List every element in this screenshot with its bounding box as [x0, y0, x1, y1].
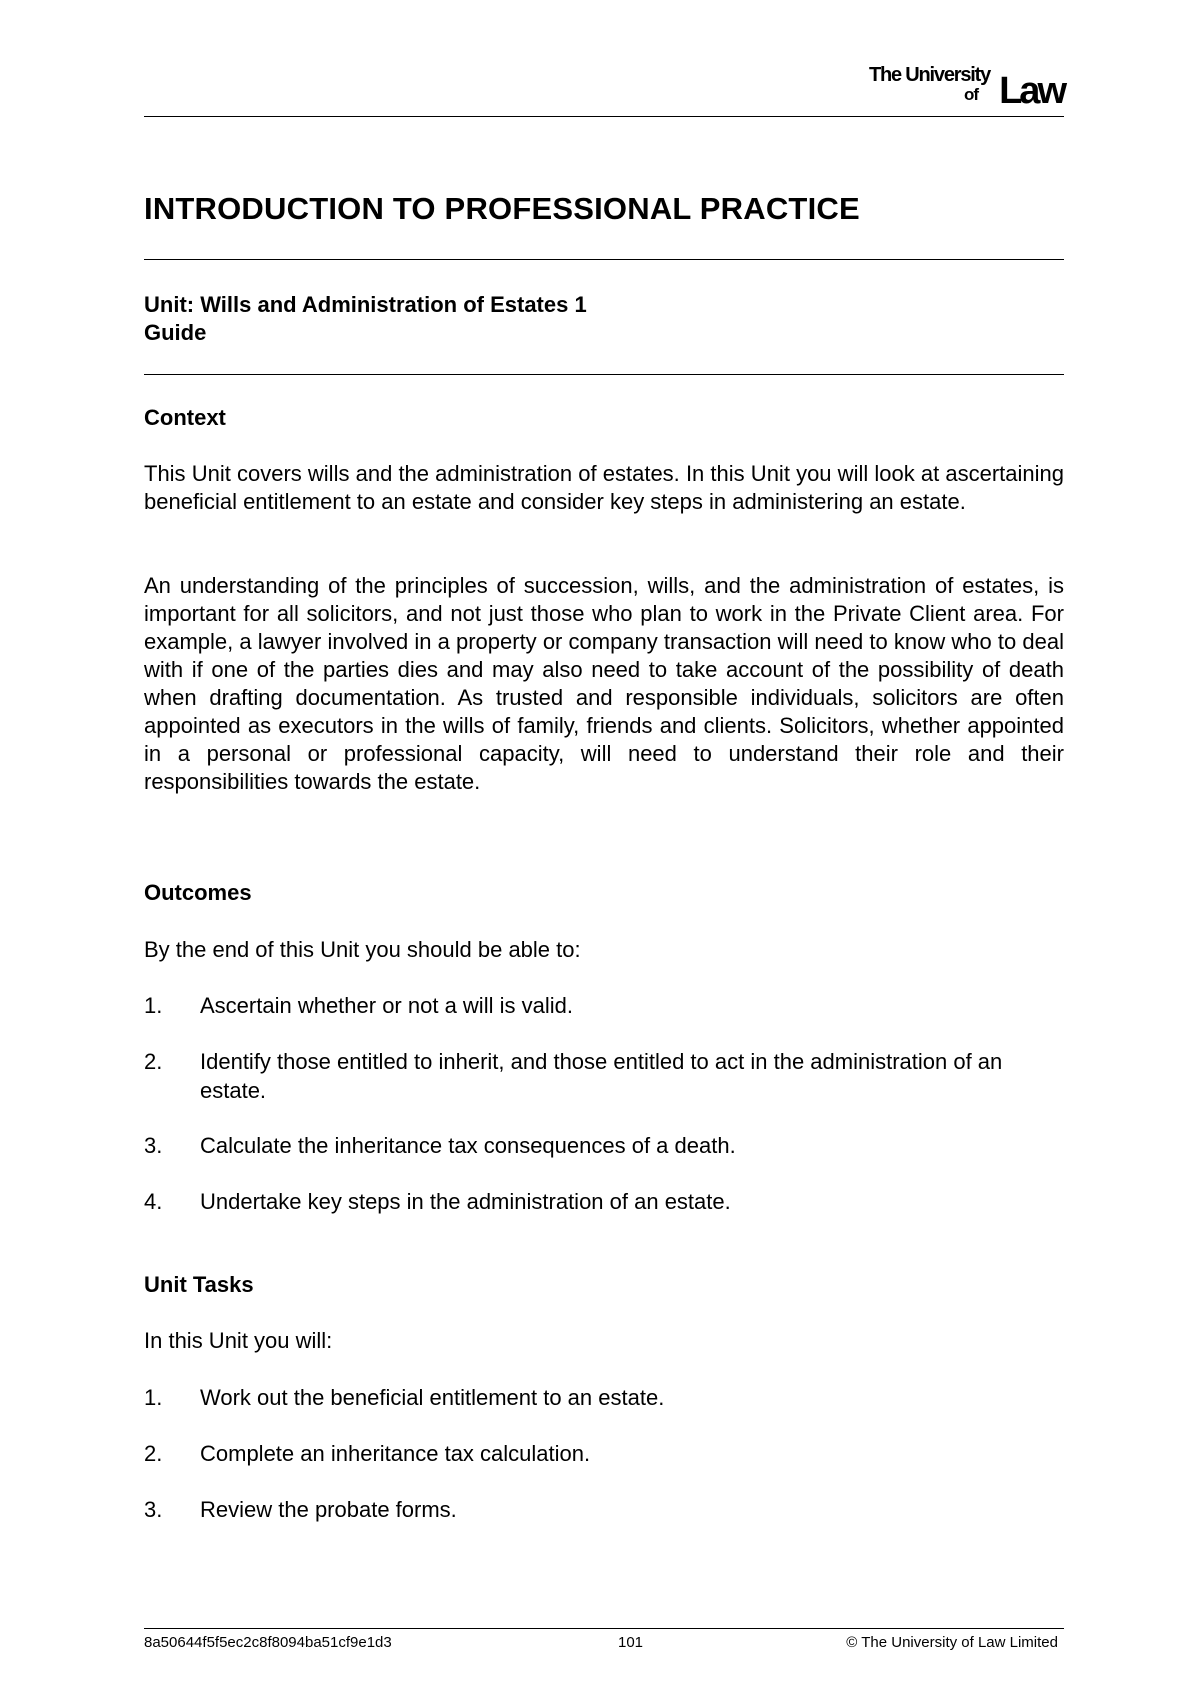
outcome-number: 3.: [144, 1133, 163, 1158]
unit-subtitle: Guide: [144, 320, 207, 345]
title-rule: [144, 259, 1064, 260]
task-text: Review the probate forms.: [200, 1497, 457, 1522]
task-text: Work out the beneficial entitlement to an estate.: [200, 1385, 665, 1410]
task-item: [144, 1383, 1064, 1412]
task-item: [144, 1495, 1064, 1524]
footer-copyright: © The University of Law Limited: [846, 1634, 1058, 1651]
outcome-item: [144, 991, 1064, 1020]
page-footer: [144, 1634, 1064, 1654]
context-paragraph-2: An understanding of the principles of succession, wills, and the administration of estates, is important for all solicitors, and not just those who plan to work in the Private Client area. For example, a lawyer involved in a property or company transaction will need to know who to deal with if one of the parties dies and may also need to take account of the possibility of death when drafting documentation. As trusted and responsible individuals, solicitors are often appointed as executors in the wills of family, friends and clients. Solicitors, whether appointed in a personal or professional capacity, will need to understand their role and their responsibilities towards the estate.: [144, 573, 1064, 794]
outcome-number: 2.: [144, 1049, 163, 1074]
footer-rule: [144, 1628, 1064, 1629]
footer-document-id: 8a50644f5f5ec2c8f8094ba51cf9e1d3: [144, 1634, 392, 1651]
context-paragraph-1: This Unit covers wills and the administration of estates. In this Unit you will look at ascertaining beneficial entitlement to an estate and consider key steps in administering an estate.: [144, 461, 1064, 514]
task-text: Complete an inheritance tax calculation.: [200, 1441, 591, 1466]
task-number: 3.: [144, 1497, 163, 1522]
university-logo: [844, 62, 1064, 112]
logo-text-law: Law: [999, 70, 1064, 112]
unit-title: Unit: Wills and Administration of Estates 1: [144, 292, 587, 317]
outcomes-intro: By the end of this Unit you should be able to:: [144, 937, 581, 962]
outcome-text: Undertake key steps in the administration of an estate.: [200, 1189, 731, 1214]
outcome-text: Identify those entitled to inherit, and those entitled to act in the administration of an estate.: [200, 1049, 1003, 1103]
outcome-number: 4.: [144, 1189, 163, 1214]
document-title: INTRODUCTION TO PROFESSIONAL PRACTICE: [144, 191, 860, 226]
unit-tasks-heading: Unit Tasks: [144, 1272, 254, 1297]
logo-text-line1: The University: [868, 64, 990, 86]
task-number: 1.: [144, 1385, 163, 1410]
unit-tasks-intro: In this Unit you will:: [144, 1328, 333, 1353]
outcome-text: Calculate the inheritance tax consequences of a death.: [200, 1133, 736, 1158]
context-heading: Context: [144, 405, 226, 430]
unit-rule: [144, 374, 1064, 375]
logo-text-line2: of: [963, 85, 978, 104]
outcome-number: 1.: [144, 993, 163, 1018]
task-number: 2.: [144, 1441, 163, 1466]
task-item: [144, 1439, 1064, 1468]
header-rule: [144, 116, 1064, 117]
footer-page-number: 101: [618, 1634, 644, 1651]
outcome-item: [144, 1131, 1064, 1160]
outcome-item: [144, 1047, 1064, 1105]
outcome-text: Ascertain whether or not a will is valid.: [200, 993, 573, 1018]
outcome-item: [144, 1187, 1064, 1216]
outcomes-heading: Outcomes: [144, 880, 252, 905]
